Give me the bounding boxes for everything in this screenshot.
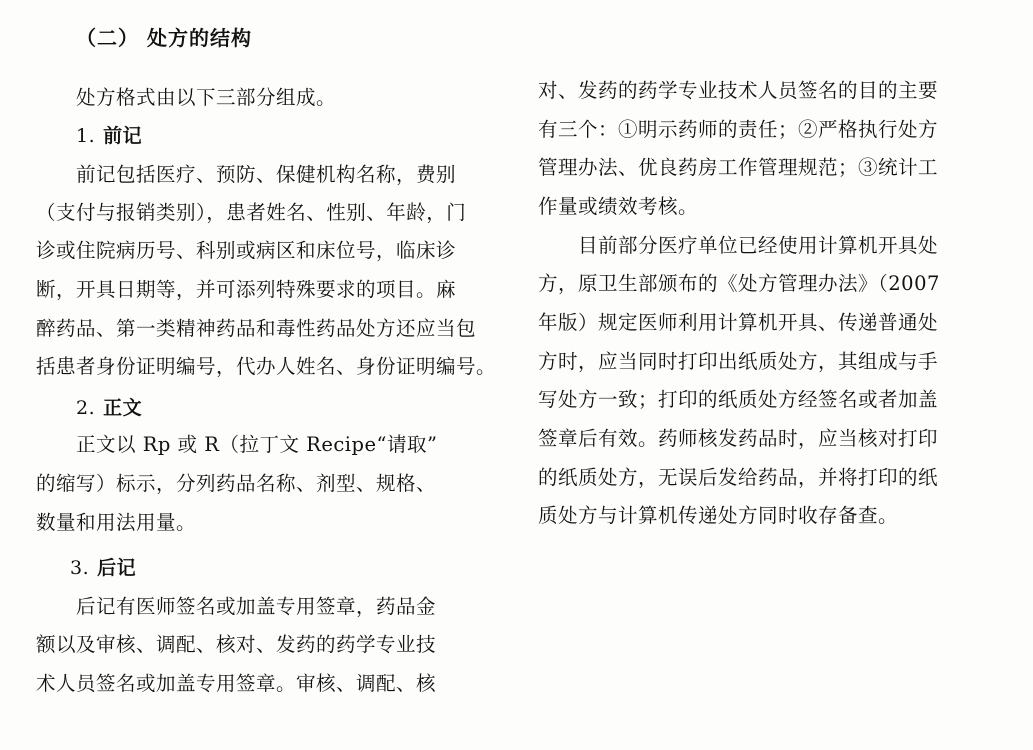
paragraph-line: 质处方与计算机传递处方同时收存备查。 [538, 504, 899, 527]
paragraph-line: 正文以 Rp 或 R（拉丁文 Recipe“请取” [76, 433, 438, 456]
intro-paragraph: 处方格式由以下三部分组成。 [76, 86, 337, 109]
paragraph-line: （支付与报销类别），患者姓名、性别、年龄，门 [36, 201, 467, 224]
paragraph-line: 写处方一致；打印的纸质处方经签名或者加盖 [538, 388, 939, 411]
paragraph-line: 年版）规定医师利用计算机开具、传递普通处 [538, 311, 939, 334]
heading-label: 前记 [103, 125, 143, 147]
paragraph-line: 数量和用法用量。 [36, 511, 197, 534]
paragraph-line: 方，原卫生部颁布的《处方管理办法》（2007 [538, 272, 940, 295]
paragraph-line: 术人员签名或加盖专用签章。审核、调配、核 [36, 672, 437, 695]
paragraph-line: 对、发药的药学专业技术人员签名的目的主要 [538, 79, 939, 102]
heading-label: 正文 [103, 397, 143, 419]
heading-preface [76, 124, 142, 148]
heading-number: 2. [76, 397, 96, 419]
paragraph-line: 方时，应当同时打印出纸质处方，其组成与手 [538, 350, 939, 373]
section-title: （二） 处方的结构 [76, 26, 252, 50]
paragraph-line: 作量或绩效考核。 [538, 195, 699, 218]
heading-number: 3. [70, 557, 90, 579]
paragraph-line: 有三个：①明示药师的责任；②严格执行处方 [538, 118, 939, 141]
paragraph-line: 额以及审核、调配、核对、发药的药学专业技 [36, 633, 437, 656]
heading-postscript [70, 556, 136, 580]
paragraph-line: 醉药品、第一类精神药品和毒性药品处方还应当包 [36, 317, 477, 340]
paragraph-line: 管理办法、优良药房工作管理规范；③统计工 [538, 156, 939, 179]
paragraph-line: 目前部分医疗单位已经使用计算机开具处 [578, 234, 939, 257]
paragraph-line: 诊或住院病历号、科别或病区和床位号，临床诊 [36, 239, 457, 262]
heading-body [76, 396, 142, 420]
paragraph-line: 前记包括医疗、预防、保健机构名称，费别 [76, 163, 457, 186]
paragraph-line: 括患者身份证明编号，代办人姓名、身份证明编号。 [36, 355, 497, 378]
heading-label: 后记 [97, 557, 137, 579]
paragraph-line: 的纸质处方，无误后发给药品，并将打印的纸 [538, 466, 939, 489]
paragraph-line: 的缩写）标示，分列药品名称、剂型、规格、 [36, 472, 437, 495]
paragraph-line: 签章后有效。药师核发药品时，应当核对打印 [538, 427, 939, 450]
heading-number: 1. [76, 125, 96, 147]
paragraph-line: 后记有医师签名或加盖专用签章，药品金 [76, 595, 437, 618]
paragraph-line: 断，开具日期等，并可添列特殊要求的项目。麻 [36, 278, 457, 301]
